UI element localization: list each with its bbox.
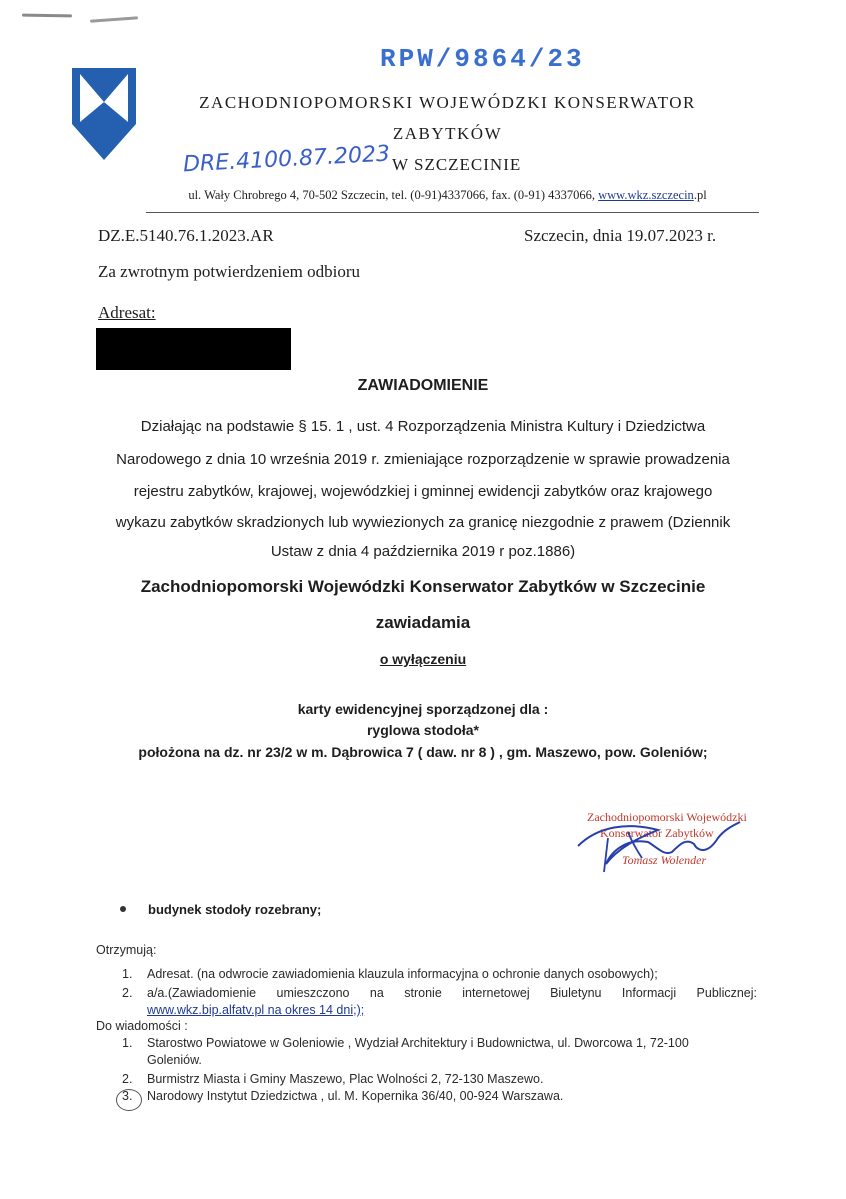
- cc-number: 2.: [122, 1072, 133, 1086]
- header-title-line1: ZACHODNIOPOMORSKI WOJEWÓDZKI KONSERWATOR: [199, 93, 696, 112]
- case-reference: DZ.E.5140.76.1.2023.AR: [98, 226, 274, 245]
- addressee-label: Adresat:: [98, 303, 156, 322]
- body-line: Ustaw z dnia 4 października 2019 r poz.1886): [270, 543, 576, 560]
- authority-name: Zachodniopomorski Wojewódzki Konserwator Zabytków w Szczecinie: [140, 577, 706, 596]
- website-suffix: .pl: [693, 188, 707, 202]
- card-line: karty ewidencyjnej sporządzonej dla :: [297, 701, 549, 717]
- handwritten-signature: [568, 808, 748, 878]
- exclusion-heading: o wyłączeniu: [379, 651, 467, 667]
- recipient-text: Adresat. (na odwrocie zawiadomienia klauzula informacyjna o ochronie danych osobowych);: [147, 967, 658, 981]
- body-line: Działając na podstawie § 15. 1 , ust. 4 Rozporządzenia Ministra Kultury i Dziedzictwa: [140, 418, 706, 435]
- object-location: położona na dz. nr 23/2 w m. Dąbrowica 7 ( daw. nr 8 ) , gm. Maszewo, pow. Goleniów;: [138, 744, 708, 760]
- recipients-label: Otrzymują:: [96, 943, 157, 957]
- address-text: ul. Wały Chrobrego 4, 70-502 Szczecin, tel. (0-91)4337066, fax. (0-91) 4337066,: [188, 188, 599, 202]
- signature-stamp-name: Tomasz Wolender: [622, 853, 707, 867]
- header-title-line2: ZABYTKÓW: [392, 124, 503, 143]
- cc-text: Starostwo Powiatowe w Goleniowie , Wydział Architektury i Budownictwa, ul. Dworcowa 1, 72-100: [147, 1036, 689, 1050]
- body-line: Narodowego z dnia 10 września 2019 r. zmieniające rozporządzenie w sprawie prowadzenia: [116, 451, 730, 468]
- cc-number: 3.: [122, 1089, 133, 1103]
- document-title: ZAWIADOMIENIE: [357, 377, 489, 394]
- notifies-word: zawiadamia: [375, 613, 471, 632]
- cc-number: 1.: [122, 1036, 133, 1050]
- cc-label: Do wiadomości :: [96, 1019, 188, 1033]
- recipient-number: 2.: [122, 986, 133, 1000]
- registration-stamp: RPW/9864/23: [380, 44, 585, 74]
- signature-stamp-line2: Konserwator Zabytków: [600, 826, 714, 840]
- coat-of-arms-logo: [72, 66, 136, 162]
- staple-mark: [22, 14, 72, 18]
- header-divider: [146, 212, 759, 213]
- cc-text: Burmistrz Miasta i Gminy Maszewo, Plac Wolności 2, 72-130 Maszewo.: [147, 1072, 544, 1086]
- place-date: Szczecin, dnia 19.07.2023 r.: [524, 226, 717, 245]
- redacted-addressee: [96, 328, 291, 370]
- bullet-text: budynek stodoły rozebrany;: [148, 902, 322, 917]
- body-line: wykazu zabytków skradzionych lub wywiezionych za granicę niezgodnie z prawem (Dziennik: [115, 514, 731, 531]
- recipient-text: a/a.(Zawiadomienie umieszczono na stronie internetowej Biuletynu Informacji Publicznej:: [147, 986, 757, 1000]
- signature-stamp-line1: Zachodniopomorski Wojewódzki: [587, 810, 747, 824]
- bullet-icon: [120, 906, 126, 912]
- body-line: rejestru zabytków, krajowej, wojewódzkiej i gminnej ewidencji zabytków oraz krajowego: [133, 483, 713, 500]
- website-link[interactable]: www.wkz.szczecin: [598, 188, 694, 202]
- bip-link[interactable]: www.wkz.bip.alfatv.pl na okres 14 dni;);: [147, 1003, 365, 1017]
- cc-text-cont: Goleniów.: [147, 1053, 202, 1067]
- delivery-note: Za zwrotnym potwierdzeniem odbioru: [98, 262, 361, 281]
- object-name: ryglowa stodoła*: [366, 722, 480, 738]
- cc-text: Narodowy Instytut Dziedzictwa , ul. M. Kopernika 36/40, 00-924 Warszawa.: [147, 1089, 564, 1103]
- recipient-number: 1.: [122, 967, 133, 981]
- header-address: [150, 188, 745, 203]
- staple-mark: [90, 16, 138, 22]
- header-title-line3: W SZCZECINIE: [392, 155, 522, 174]
- handwritten-registration: DRE.4100.87.2023: [182, 141, 391, 178]
